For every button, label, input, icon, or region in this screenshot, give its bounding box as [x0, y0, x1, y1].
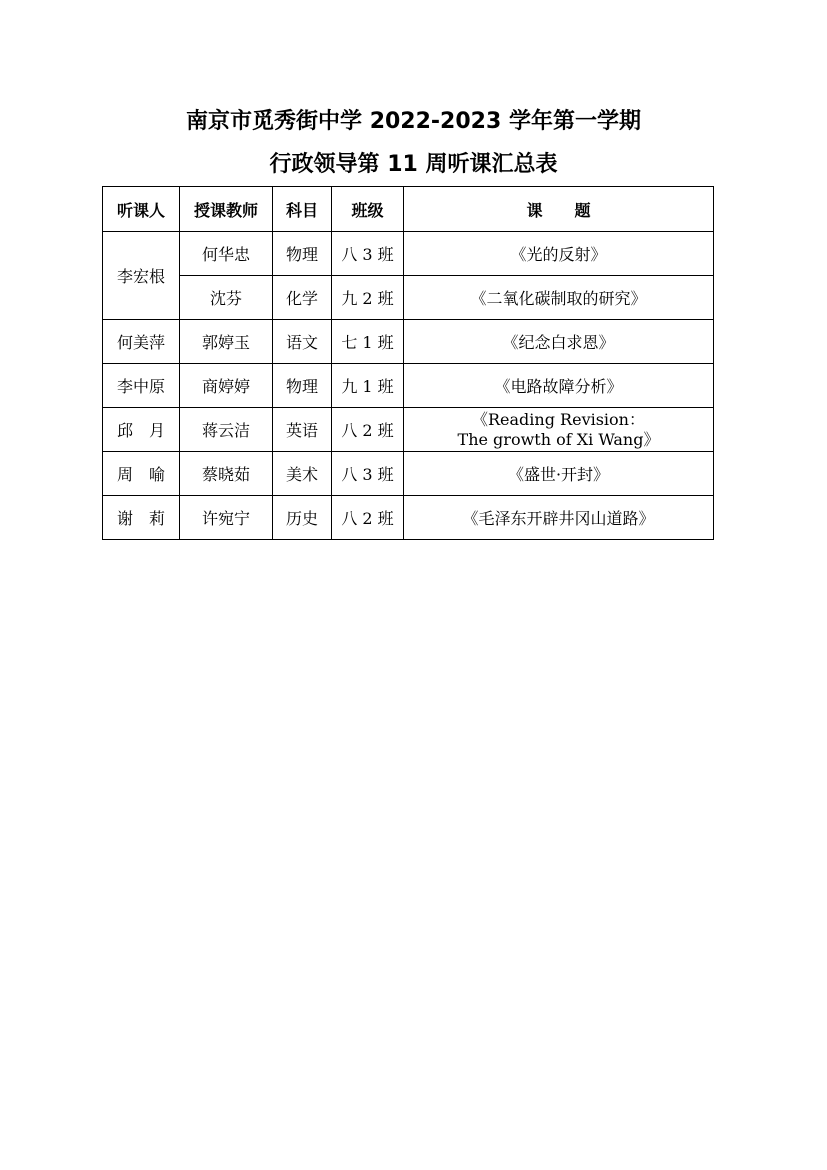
- class-cell: 八 2 班: [332, 496, 404, 540]
- table-row: [103, 408, 714, 452]
- class-cell: 七 1 班: [332, 320, 404, 364]
- table-row: [103, 452, 714, 496]
- subject-cell: 美术: [273, 452, 332, 496]
- class-cell: 八 2 班: [332, 408, 404, 452]
- class-cell: 九 1 班: [332, 364, 404, 408]
- lesson-summary-table: [102, 186, 714, 540]
- topic-line-2: The growth of Xi Wang》: [457, 429, 660, 449]
- header-teacher: 授课教师: [180, 187, 273, 232]
- topic-cell: 《二氧化碳制取的研究》: [404, 276, 714, 320]
- subject-cell: 历史: [273, 496, 332, 540]
- teacher-cell: 许宛宁: [180, 496, 273, 540]
- topic-cell: 《毛泽东开辟井冈山道路》: [404, 496, 714, 540]
- teacher-cell: 何华忠: [180, 232, 273, 276]
- subject-cell: 物理: [273, 232, 332, 276]
- listener-cell: 谢 莉: [103, 496, 180, 540]
- teacher-cell: 蔡晓茹: [180, 452, 273, 496]
- topic-cell: [404, 408, 714, 452]
- table-header-row: [103, 187, 714, 232]
- header-subject: 科目: [273, 187, 332, 232]
- listener-cell: 邱 月: [103, 408, 180, 452]
- topic-cell: 《盛世·开封》: [404, 452, 714, 496]
- class-cell: 八 3 班: [332, 452, 404, 496]
- table-row: [103, 364, 714, 408]
- subject-cell: 物理: [273, 364, 332, 408]
- subject-cell: 语文: [273, 320, 332, 364]
- teacher-cell: 郭婷玉: [180, 320, 273, 364]
- listener-cell: 何美萍: [103, 320, 180, 364]
- listener-cell: 周 喻: [103, 452, 180, 496]
- listener-cell: 李中原: [103, 364, 180, 408]
- topic-line-1: 《Reading Revision：: [472, 409, 645, 429]
- document-title: 南京市觅秀街中学 2022-2023 学年第一学期: [186, 109, 641, 134]
- topic-cell: 《纪念白求恩》: [404, 320, 714, 364]
- subject-cell: 英语: [273, 408, 332, 452]
- header-class: 班级: [332, 187, 404, 232]
- table-row: [103, 320, 714, 364]
- header-listener: 听课人: [103, 187, 180, 232]
- teacher-cell: 沈芬: [180, 276, 273, 320]
- table-row: [103, 496, 714, 540]
- header-topic: 课 题: [404, 187, 714, 232]
- topic-cell: 《光的反射》: [404, 232, 714, 276]
- class-cell: 八 3 班: [332, 232, 404, 276]
- subject-cell: 化学: [273, 276, 332, 320]
- table-row: [103, 276, 714, 320]
- listener-cell: 李宏根: [103, 232, 180, 320]
- table-row: [103, 232, 714, 276]
- teacher-cell: 商婷婷: [180, 364, 273, 408]
- topic-cell: 《电路故障分析》: [404, 364, 714, 408]
- document-subtitle: 行政领导第 11 周听课汇总表: [269, 152, 558, 177]
- teacher-cell: 蒋云洁: [180, 408, 273, 452]
- class-cell: 九 2 班: [332, 276, 404, 320]
